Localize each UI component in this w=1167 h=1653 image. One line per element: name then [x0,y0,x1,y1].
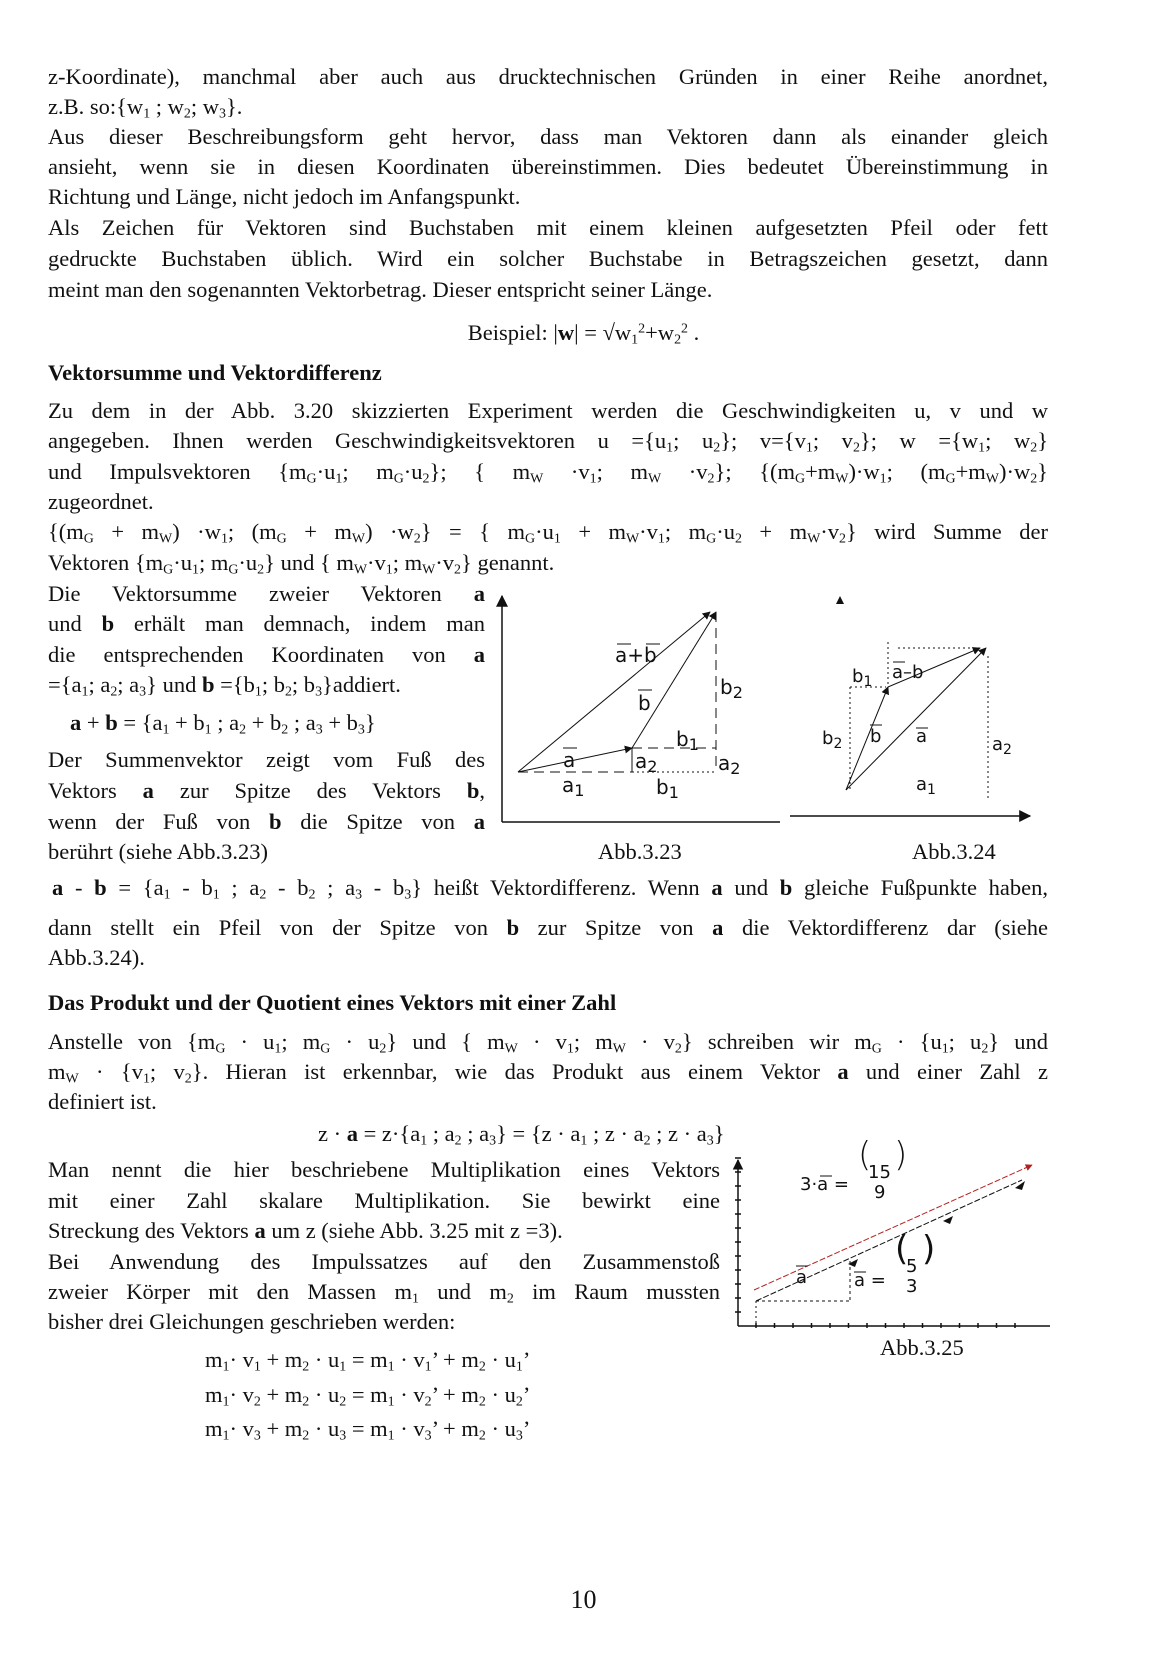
body-text-line: zweier Körper mit den Massen $m_1$ und $m_2$ im Raum mussten [48,1279,721,1307]
body-text-line: zugeordnet. [48,489,154,514]
vector-b [846,687,888,790]
body-text-line: definiert ist. [48,1089,157,1114]
body-text-line: Bei Anwendung des Impulssatzes auf den Zusammenstoß [48,1249,720,1274]
body-text-line: mit einer Zahl skalare Multiplikation. Sie bewirkt eine [48,1188,720,1213]
label-a2: $a_2$ [992,734,1012,758]
body-text-line: Der Summenvektor zeigt vom Fuß des [48,747,485,772]
body-text-line: $m_W \cdot \{v_1$; $v_2$}. Hieran ist erkennbar, wie das Produkt aus einem Vektor a und einer Zahl z [48,1059,1048,1087]
body-text-line: die entsprechenden Koordinaten von a [48,642,485,667]
body-text-line: und Impulsvektoren {$m_G\cdot u_1$; $m_G\cdot u_2$}; { $m_W \cdot v_1$; $m_W \cdot v_2$}; {$(m_G+m_W)\cdot w_1$; $(m_G+m_W)\cdot w_2$} [48,459,1048,487]
figure-3-24-vector-difference [780,590,1070,850]
body-text-line: Man nennt die hier beschriebene Multiplikation eines Vektors [48,1157,720,1182]
figure-caption-3-23: Abb.3.23 [598,839,682,864]
svg-text:3: 3 [906,1276,918,1297]
body-text-line: dann stellt ein Pfeil von der Spitze von b zur Spitze von a die Vektordifferenz dar (siehe [48,915,1049,940]
svg-text:a: a [916,726,928,747]
label-a-minus-b [892,662,923,683]
figure-caption-3-24: Abb.3.24 [912,839,996,864]
formula-scalar-product: $z \cdot a = z\cdot\{a_1$ ; $a_2$ ; $a_3\} = \{z \cdot a_1$ ; $z \cdot a_2$ ; $z \cdot a_3$} [318,1121,725,1149]
body-text-line: bisher drei Gleichungen geschrieben werden: [48,1309,456,1334]
svg-text:a: a [563,748,576,772]
svg-text:a: a [796,1267,808,1288]
section-heading: Vektorsumme und Vektordifferenz [48,360,382,385]
label-a-vector [916,726,928,747]
svg-text:): ) [894,1135,908,1175]
arrowhead-3 [1015,1181,1025,1190]
body-text-line: z-Koordinate), manchmal aber auch aus drucktechnischen Gründen in einer Reihe anordnet, [48,64,1048,89]
body-text-line: meint man den sogenannten Vektorbetrag. Dieser entspricht seiner Länge. [48,277,713,302]
body-text-line: {$(m_G + m_W) \cdot w_1$; $(m_G + m_W) \cdot w_2$} = { $m_G\cdot u_1 + m_W\cdot v_1$; $m_G\cdot u_2 + m_W\cdot v_2$} wird Summe der [48,519,1048,547]
body-text-line: und b erhält man demnach, indem man [48,611,485,636]
svg-text:a–b: a–b [892,662,924,683]
arrowhead-2 [943,1216,953,1224]
label-b1-bottom: $b_1$ [656,775,679,802]
label-a-plus-b [615,643,660,667]
figure-3-23-vector-sum [480,590,800,850]
body-text-line: Als Zeichen für Vektoren sind Buchstaben mit einem kleinen aufgesetzten Pfeil oder fett [48,215,1048,240]
figure-3-25-scalar-multiplication [760,1135,1070,1335]
svg-text:): ) [922,1229,936,1269]
svg-text:3·a =: 3·a = [800,1174,850,1195]
label-a2-mid: $a_2$ [635,749,658,776]
section-heading: Das Produkt und der Quotient eines Vektors mit einer Zahl [48,990,617,1015]
svg-text:a+b: a+b [615,643,657,667]
body-text-line: Vektors a zur Spitze des Vektors b, [48,778,485,803]
svg-text:(: ( [895,1229,909,1269]
label-b-vector [638,690,652,715]
vector-b [632,612,716,748]
body-text-line: z.B. $so:\{w_1$ ; $w_2$; $w_3$}. [48,94,243,122]
body-text-line: Die Vektorsumme zweier Vektoren a [48,581,485,606]
body-text-line: wenn der Fuß von b die Spitze von a [48,809,486,834]
formula-vector-sum: $a + b = \{a_1 + b_1$ ; $a_2 + b_2$ ; $a_3 + b_3$} [70,710,376,738]
figure-caption-3-25: Abb.3.25 [880,1335,964,1360]
body-text-line: Abb.3.24). [48,945,145,970]
equation-line: $m_1\cdot v_1 + m_2 \cdot u_1 = m_1 \cdot v_1$’ + $m_2 \cdot u_1$’ [205,1347,531,1375]
y-axis-arrowhead [836,596,844,604]
label-b1: $b_1$ [852,666,873,690]
label-a-vector [563,748,577,772]
label-b1-top: $b_1$ [676,727,699,754]
svg-text:a =: a = [854,1270,886,1291]
svg-text:b: b [638,691,651,715]
body-text-line: Vektoren {$m_G\cdot u_1$; $m_G\cdot u_2$} und { $m_W\cdot v_1$; $m_W\cdot v_2$} genannt. [48,550,555,578]
body-text-line: Anstelle von {$m_G \cdot u_1$; $m_G \cdot u_2$} und { $m_W \cdot v_1$; $m_W \cdot v_2$} schreiben wir $m_G \cdot \{u_1$; $u_2$} und [48,1029,1048,1057]
label-a2-right: $a_2$ [718,751,741,778]
body-text-line: ansieht, wenn sie in diesen Koordinaten übereinstimmen. Dies bedeutet Übereinstimmung in [48,154,1048,179]
body-text-line: Zu dem in der Abb. 3.20 skizzierten Experiment werden die Geschwindigkeiten u, v und w [48,398,1048,423]
body-text-line: $a - b = \{a_1 - b_1$ ; $a_2 - b_2$ ; $a_3 - b_3$} heißt Vektordifferenz. Wenn a und b gleiche Fußpunkte haben, [52,875,1049,903]
equation-line: $m_1\cdot v_2 + m_2 \cdot u_2 = m_1 \cdot v_2$’ + $m_2 \cdot u_2$’ [205,1382,531,1410]
page-number: 10 [570,1585,597,1614]
equation-line: $m_1\cdot v_3 + m_2 \cdot u_3 = m_1 \cdot v_3$’ + $m_2 \cdot u_3$’ [205,1416,531,1444]
body-text-line: Aus dieser Beschreibungsform geht hervor, dass man Vektoren dann als einander gleich [48,124,1048,149]
label-3a [800,1135,907,1203]
label-a-vector [796,1266,808,1288]
body-text-line: Richtung und Länge, nicht jedoch im Anfangspunkt. [48,184,521,209]
label-a1: $a_1$ [916,774,936,798]
label-b-vector [870,725,882,747]
svg-text:9: 9 [874,1182,886,1203]
body-text-line: gedruckte Buchstaben üblich. Wird ein solcher Buchstabe in Betragszeichen gesetzt, dann [48,246,1048,271]
label-a1: $a_1$ [562,773,585,800]
svg-text:b: b [870,726,882,747]
body-text-line: Streckung des Vektors a um z (siehe Abb. 3.25 mit z =3). [48,1218,563,1243]
svg-text:5: 5 [906,1256,918,1277]
label-b2: $b_2$ [720,675,743,702]
svg-text:(: ( [858,1135,872,1175]
body-text-line: berührt (siehe Abb.3.23) [48,839,268,864]
body-text-line: angegeben. Ihnen werden Geschwindigkeitsvektoren $u =\{u_1$; $u_2$}; $v=\{v_1$; $v_2$}; $w =\{w_1$; $w_2$} [48,428,1048,456]
label-b2: $b_2$ [822,728,843,752]
body-text-line: $=\{a_1$; $a_2$; $a_3$} und $b =\{b_1$; $b_2$; $b_3\}addiert$. [48,672,401,700]
formula-magnitude-example: Beispiel: $|w| = √w_1^2+w_2^2$ . [467,320,700,348]
svg-text:15: 15 [868,1162,891,1183]
